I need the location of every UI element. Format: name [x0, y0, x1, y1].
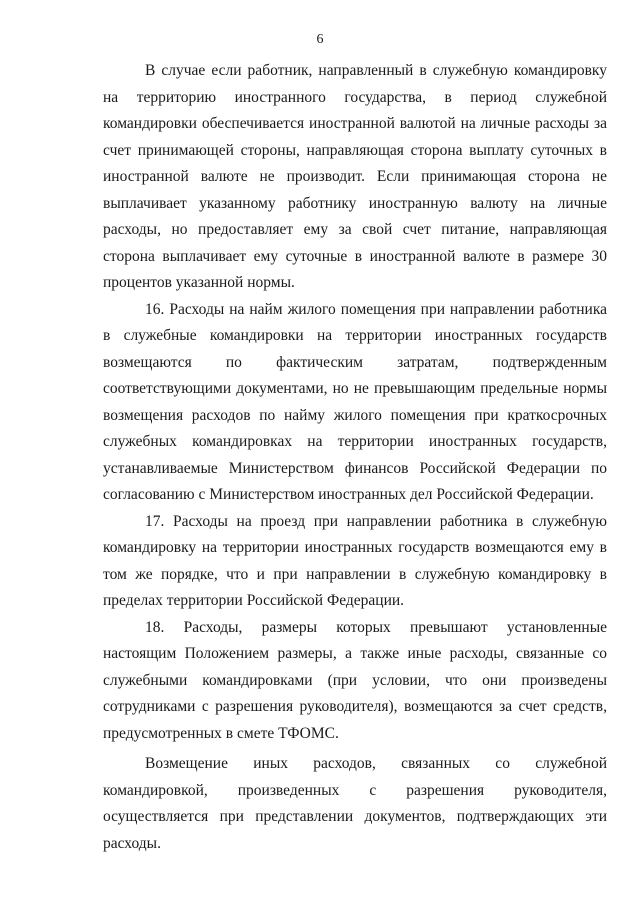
- paragraph-reimbursement: Возмещение иных расходов, связанных со служебной командировкой, произведенных с разрешения руководителя, осуществляется при представлении документов, подтверждающих эти расходы.: [103, 755, 607, 852]
- document-body: [103, 58, 607, 857]
- paragraph-17-travel: 17. Расходы на проезд при направлении работника в служебную командировку на территории иностранных государств возмещаются ему в том же порядке, что и при направлении в служебную командировку в пределах территории Российской Федерации.: [103, 512, 607, 609]
- paragraph-16-housing: 16. Расходы на найм жилого помещения при направлении работника в служебные командировки на территории иностранных государств возмещаются по фактическим затратам, подтвержденным соответствующими документами, но не превышающим предельные нормы возмещения расходов по найму жилого помещения при краткосрочных служебных командировках на территории иностранных государств, устанавливаемые Министерством финансов Российской Федерации по согласованию с Министерством иностранных дел Российской Федерации.: [103, 300, 607, 503]
- paragraph-18-other-expenses: 18. Расходы, размеры которых превышают установленные настоящим Положением размеры, а также иные расходы, связанные со служебными командировками (при условии, что они произведены сотрудниками с разрешения руководителя), возмещаются за счет средств, предусмотренных в смете ТФОМС.: [103, 618, 607, 742]
- page-number: 6: [316, 32, 324, 47]
- paragraph-foreign-currency: В случае если работник, направленный в служебную командировку на территорию иностранного государства, в период служебной командировки обеспечивается иностранной валютой на личные расходы за счет принимающей стороны, направляющая сторона выплату суточных в иностранной валюте не производит. Если принимающая сторона не выплачивает указанному работнику иностранную валюту на личные расходы, но предоставляет ему за свой счет питание, направляющая сторона выплачивает ему суточные в иностранной валюте в размере 30 процентов указанной нормы.: [103, 62, 607, 291]
